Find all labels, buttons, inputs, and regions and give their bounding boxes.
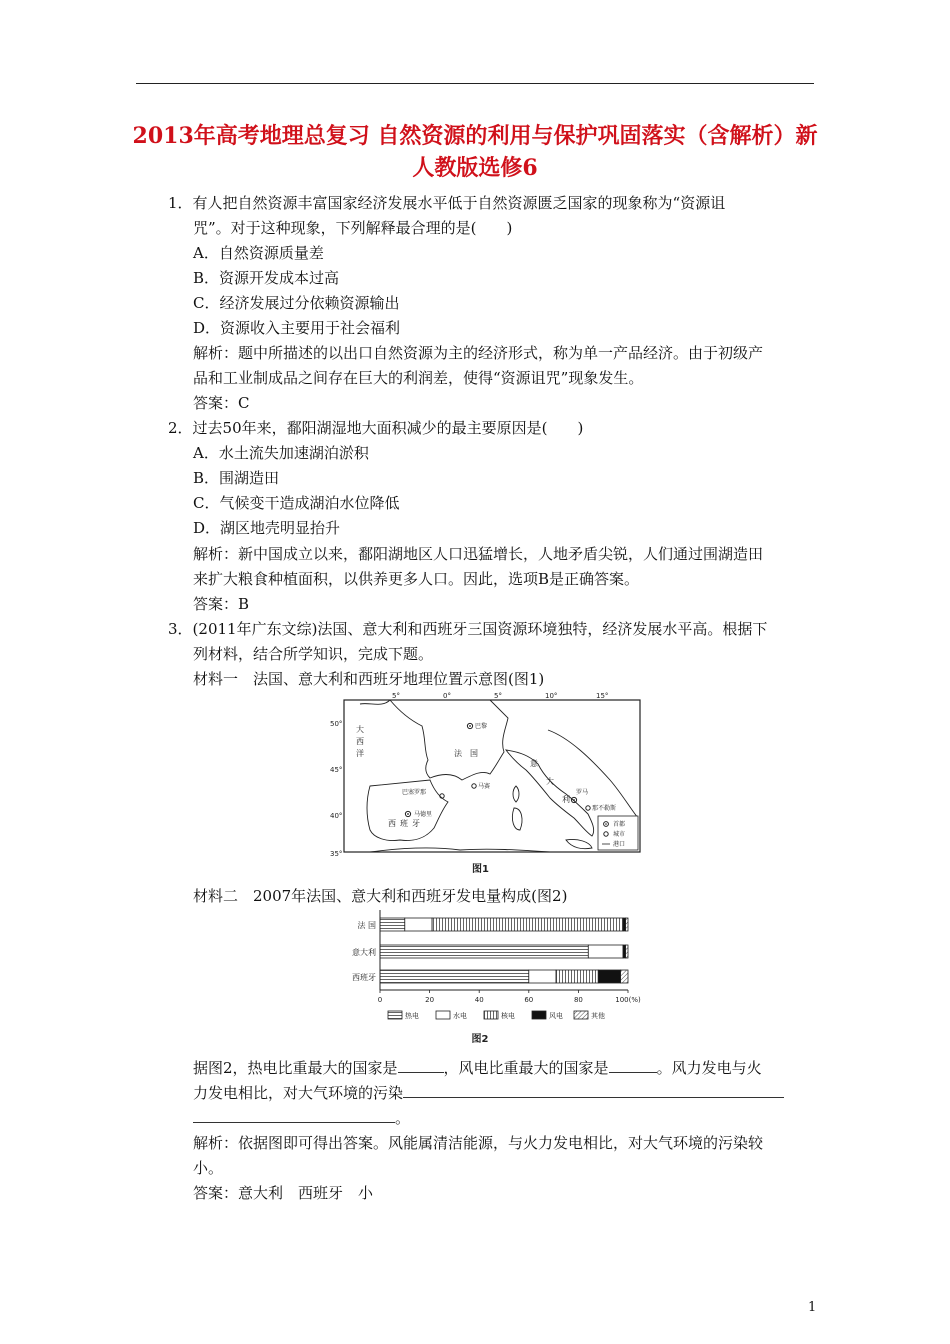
q3-question-b: ，风电比重最大的国家是 — [443, 1059, 609, 1077]
map-figure — [330, 690, 646, 880]
q1-option-a: A．自然资源质量差 — [193, 244, 324, 262]
x-tick-label: 0 — [377, 996, 383, 1004]
q3-material-1: 材料一 法国、意大利和西班牙地理位置示意图(图1) — [193, 670, 545, 688]
lon-label: 10° — [545, 692, 558, 700]
q3-question-line-1 — [193, 1058, 762, 1078]
q3-question-d: 力发电相比，对大气环境的污染 — [193, 1084, 404, 1102]
q3-stem-2: 列材料，结合所学知识，完成下题。 — [193, 645, 434, 663]
bar-segment-其他 — [621, 970, 628, 983]
q2-option-d: D．湖区地壳明显抬升 — [193, 519, 341, 537]
q1-option-c: C．经济发展过分依赖资源输出 — [193, 294, 400, 312]
q1-option-d: D．资源收入主要用于社会福利 — [193, 319, 401, 337]
chart-caption: 图2 — [471, 1034, 489, 1045]
legend-label: 城市 — [613, 831, 626, 838]
bar-segment-核电 — [432, 918, 623, 931]
legend-label: 核电 — [501, 1012, 515, 1020]
document-title — [120, 120, 830, 184]
bar-segment-其他 — [626, 918, 628, 931]
ocean-label: 大 — [356, 725, 364, 734]
q2-stem: 2．过去50年来，鄱阳湖湿地大面积减少的最主要原因是( ) — [168, 419, 584, 437]
legend-swatch — [436, 1011, 450, 1019]
bar-segment-水电 — [405, 918, 432, 931]
city-label: 罗马 — [576, 789, 589, 796]
bar-segment-水电 — [588, 945, 623, 958]
q2-analysis-2: 来扩大粮食种植面积，以供养更多人口。因此，选项B是正确答案。 — [193, 570, 640, 588]
city-label: 马赛 — [478, 783, 491, 790]
category-label: 西班牙 — [352, 973, 376, 982]
q3-answer: 答案：意大利 西班牙 小 — [193, 1184, 374, 1202]
bar-segment-风电 — [598, 970, 620, 983]
energy-chart — [300, 906, 660, 1046]
legend-swatch — [484, 1011, 498, 1019]
lat-label: 40° — [330, 812, 343, 820]
q3-material-2: 材料二 2007年法国、意大利和西班牙发电量构成(图2) — [193, 887, 568, 905]
q2-option-b: B．围湖造田 — [193, 469, 280, 487]
answer-blank[interactable] — [398, 1058, 444, 1073]
legend-swatch — [574, 1011, 588, 1019]
ocean-label: 洋 — [356, 749, 364, 758]
country-label-italy: 意 — [530, 759, 538, 768]
legend-label: 热电 — [405, 1012, 419, 1020]
legend-swatch — [388, 1011, 402, 1019]
country-label-france: 法 — [454, 749, 462, 758]
lat-label: 35° — [330, 850, 343, 858]
x-tick-label: 40 — [474, 996, 484, 1004]
q1-analysis-2: 品和工业制成品之间存在巨大的利润差，使得“资源诅咒”现象发生。 — [193, 369, 644, 387]
bar-segment-热电 — [380, 945, 588, 958]
q2-answer: 答案：B — [193, 595, 250, 613]
answer-blank[interactable] — [193, 1108, 395, 1123]
bar-segment-水电 — [529, 970, 556, 983]
map-caption: 图1 — [472, 864, 489, 875]
q3-stem-1: 3．(2011年广东文综)法国、意大利和西班牙三国资源环境独特，经济发展水平高。根据下 — [168, 620, 768, 638]
q3-question-line-2 — [193, 1083, 784, 1103]
answer-blank[interactable] — [609, 1058, 657, 1073]
country-label-italy: 利 — [562, 795, 570, 804]
lon-label: 0° — [443, 692, 451, 700]
bar-segment-热电 — [380, 970, 529, 983]
country-label-spain: 班 — [400, 819, 408, 828]
country-label-spain: 西 — [388, 819, 396, 828]
q1-option-b: B．资源开发成本过高 — [193, 269, 340, 287]
q2-option-c: C．气候变干造成湖泊水位降低 — [193, 494, 400, 512]
q3-question-a: 据图2，热电比重最大的国家是 — [193, 1059, 398, 1077]
country-label-italy: 大 — [546, 777, 554, 786]
x-tick-label: 20 — [425, 996, 435, 1004]
q1-answer: 答案：C — [193, 394, 250, 412]
q2-analysis-1: 解析：新中国成立以来，鄱阳湖地区人口迅猛增长，人地矛盾尖锐，人们通过围湖造田 — [193, 545, 764, 563]
bar-segment-其他 — [626, 945, 628, 958]
legend-label: 风电 — [549, 1012, 563, 1020]
q3-question-e: 。 — [395, 1109, 411, 1127]
q3-analysis-2: 小。 — [193, 1159, 224, 1177]
q3-question-c: 。风力发电与火 — [656, 1059, 762, 1077]
title-line-2: 人教版选修6 — [412, 155, 538, 181]
bar-segment-核电 — [556, 970, 598, 983]
lon-label: 5° — [494, 692, 502, 700]
lon-label: 15° — [596, 692, 609, 700]
legend-label: 水电 — [453, 1012, 467, 1020]
q1-stem-2: 咒”。对于这种现象，下列解释最合理的是( ) — [193, 219, 513, 237]
q2-option-a: A．水土流失加速湖泊淤积 — [193, 444, 369, 462]
country-label-spain: 牙 — [412, 819, 420, 828]
x-tick-label: 100(%) — [615, 996, 641, 1004]
answer-blank[interactable] — [403, 1083, 784, 1098]
q1-stem-1: 1．有人把自然资源丰富国家经济发展水平低于自然资源匮乏国家的现象称为“资源诅 — [168, 194, 726, 212]
lat-label: 45° — [330, 766, 343, 774]
q3-analysis-1: 解析：依据图即可得出答案。风能属清洁能源，与火力发电相比，对大气环境的污染较 — [193, 1134, 764, 1152]
top-rule — [136, 83, 814, 84]
legend-label: 港口 — [613, 841, 626, 848]
legend-label: 首都 — [613, 821, 626, 828]
legend-label: 其他 — [591, 1012, 605, 1020]
city-label: 巴黎 — [475, 723, 488, 730]
country-label-france: 国 — [470, 749, 478, 758]
ocean-label: 西 — [356, 737, 364, 746]
x-tick-label: 60 — [524, 996, 534, 1004]
x-tick-label: 80 — [573, 996, 583, 1004]
bar-segment-热电 — [380, 918, 405, 931]
map-legend — [598, 816, 638, 850]
legend-swatch — [532, 1011, 546, 1019]
city-label: 巴塞罗那 — [402, 789, 427, 796]
page-number: 1 — [808, 1300, 817, 1315]
title-line-1: 2013年高考地理总复习 自然资源的利用与保护巩固落实（含解析）新 — [132, 123, 818, 149]
map-frame — [344, 700, 640, 852]
lat-label: 50° — [330, 720, 343, 728]
city-label: 那不勒斯 — [592, 805, 617, 812]
category-label: 法 国 — [357, 921, 376, 930]
category-label: 意大利 — [352, 948, 376, 957]
q1-analysis-1: 解析：题中所描述的以出口自然资源为主的经济形式，称为单一产品经济。由于初级产 — [193, 344, 764, 362]
lon-label: 5° — [392, 692, 400, 700]
q3-question-line-3 — [193, 1108, 410, 1128]
city-label: 马德里 — [414, 811, 433, 818]
